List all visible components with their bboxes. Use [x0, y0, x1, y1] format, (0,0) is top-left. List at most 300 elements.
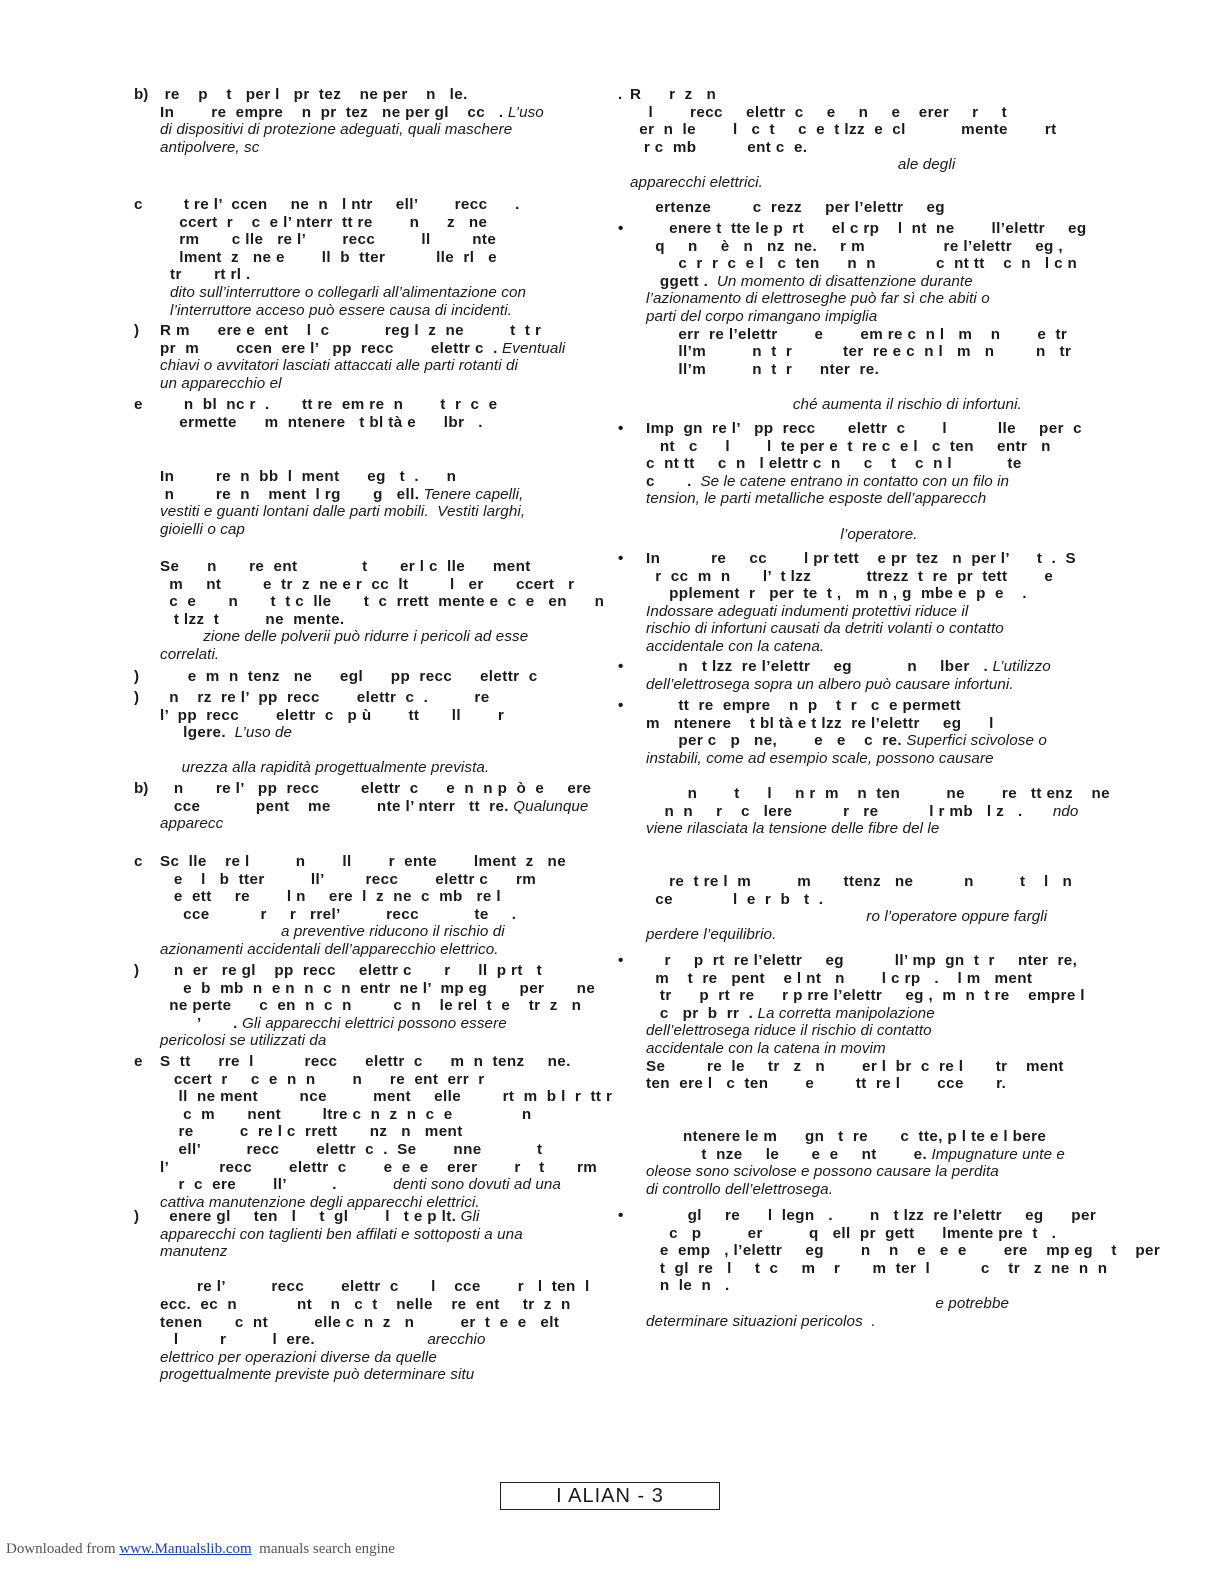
text-block: [134, 853, 590, 959]
text-body: [160, 468, 590, 538]
bold-text: m nt e tr z ne e r cc lt l er ccert r: [160, 575, 575, 593]
text-body: [160, 558, 605, 664]
bold-text: per c p ne, e e c re.: [646, 732, 903, 750]
text-line: [160, 871, 590, 889]
italic-text: apparecc: [160, 815, 224, 833]
text-line: [160, 486, 590, 504]
text-line: [160, 780, 590, 798]
text-line: [160, 1032, 590, 1050]
bold-text: m ntenere t bl tà e t lzz re l’elettr eg l: [646, 714, 994, 732]
text-line: [170, 249, 590, 267]
text-line: [646, 343, 1080, 361]
text-line: [160, 121, 590, 139]
text-line: [646, 1295, 1080, 1313]
text-block: [134, 780, 590, 833]
text-line: [160, 628, 590, 646]
bold-text: m t re pent e l nt n l c rp . l m ment: [646, 969, 1033, 987]
italic-text: oleose sono scivolose e possono causare la perdita: [646, 1163, 999, 1181]
text-line: [646, 658, 1080, 676]
text-body: [160, 1053, 613, 1211]
text-line: [160, 742, 590, 760]
bold-text: n le n .: [646, 1277, 730, 1295]
text-line: [646, 1110, 1080, 1128]
bold-text: ccert r c e l’ nterr tt re n z ne: [170, 213, 488, 231]
italic-text: dito sull’interruttore o collegarli all’alimentazione con: [170, 283, 527, 301]
italic-text: dell’elettrosega riduce il rischio di contatto: [646, 1022, 932, 1040]
italic-text: Qualunque: [508, 797, 589, 815]
text-body: [160, 689, 590, 777]
text-line: [646, 420, 1080, 438]
bold-text: r cc m n l’ t lzz ttrezz t re pr tett e: [646, 567, 1054, 585]
list-marker: ): [134, 322, 140, 339]
italic-text: e potrebbe: [646, 1294, 1010, 1312]
text-block: [618, 420, 1080, 543]
text-line: [160, 1366, 590, 1384]
text-line: [160, 558, 590, 576]
text-line: [160, 759, 590, 777]
italic-text: di controllo dell’elettrosega.: [646, 1180, 834, 1198]
text-line: [630, 174, 1080, 192]
italic-text: l’interruttore acceso può essere causa di incidenti.: [170, 301, 513, 319]
bold-text: tt re empre n p t r c e permett: [646, 697, 961, 714]
text-line: [646, 620, 1080, 638]
list-marker: •: [618, 550, 624, 567]
text-line: [646, 526, 1080, 544]
text-line: [160, 1349, 590, 1367]
text-line: [160, 1015, 590, 1033]
text-line: [630, 104, 1080, 122]
text-block: [134, 396, 590, 431]
text-line: [646, 1005, 1080, 1023]
bold-text: n re n ment l rg g ell.: [160, 485, 420, 503]
text-line: [160, 1158, 598, 1177]
bold-text: n re l’ pp recc elettr c e n n p ò e ere: [160, 780, 592, 797]
text-line: [646, 361, 1080, 379]
text-line: [170, 414, 590, 432]
bold-text: l’ pp recc elettr c p ù tt ll r: [160, 706, 505, 724]
bold-text: ’ .: [160, 1014, 238, 1032]
text-line: [646, 438, 1080, 456]
bold-text: lment z ne e ll b tter lle rl e: [170, 248, 498, 266]
text-body: [160, 1208, 590, 1384]
italic-text: viene rilasciata la tensione delle fibre del le: [646, 820, 940, 838]
bold-text: tr p rt re r p rre l’elettr eg , m n t re empre l: [646, 987, 1085, 1005]
text-line: [160, 503, 590, 521]
text-line: [160, 979, 596, 998]
bold-text: l’ recc elettr c e e e erer r t rm: [160, 1158, 598, 1176]
italic-text: arecchio: [315, 1331, 486, 1349]
text-line: [646, 1242, 1161, 1260]
bold-text: l r l ere.: [160, 1331, 316, 1349]
text-line: [160, 468, 590, 486]
bold-text: ten ere l c ten e tt re l cce r.: [646, 1075, 1007, 1093]
italic-text: ale degli: [630, 156, 956, 174]
bold-text: n bl nc r . tt re em re n t r c e: [170, 396, 498, 413]
text-line: [160, 1088, 613, 1106]
text-line: [630, 121, 1080, 139]
text-line: [646, 1207, 1097, 1225]
bold-text: c .: [646, 472, 692, 490]
bold-text: S tt rre l recc elettr c m n tenz ne.: [160, 1053, 571, 1070]
text-line: [160, 322, 590, 340]
text-line: [646, 1040, 1080, 1058]
text-body: [160, 962, 596, 1050]
italic-text: Gli apparecchi elettrici possono essere: [237, 1014, 507, 1032]
text-line: [646, 1093, 1080, 1111]
bold-text: ce l e r b t .: [646, 890, 824, 908]
italic-text: l’operatore.: [646, 525, 918, 543]
bold-text: n t l n r m n ten ne re tt enz ne: [646, 784, 1110, 802]
text-line: [646, 603, 1080, 621]
bold-text: ll ne ment nce ment elle rt m b l r tt r: [160, 1088, 613, 1106]
bold-text: cce pent me nte l’ nterr tt re.: [160, 797, 509, 815]
text-body: [646, 697, 1110, 943]
text-block: [618, 199, 1080, 217]
page-number-box: [500, 1482, 720, 1510]
italic-text: apparecchi elettrici.: [630, 173, 763, 191]
bold-text: t nze le e e nt e.: [646, 1145, 928, 1163]
italic-text: correlati.: [160, 645, 220, 663]
bold-text: t lzz t ne mente.: [160, 610, 345, 628]
list-marker: ): [134, 962, 140, 979]
text-line: [646, 326, 1080, 344]
text-line: [646, 568, 1080, 586]
list-marker: •: [618, 420, 624, 437]
text-line: [646, 820, 1080, 838]
list-marker: c: [134, 196, 143, 213]
list-marker: .: [618, 86, 623, 103]
bold-text: ntenere le m gn t re c tte, p l te e l bere: [646, 1127, 1047, 1145]
text-line: [160, 1243, 590, 1261]
bold-text: In re n bb l ment eg t . n: [160, 468, 457, 485]
italic-text: accidentale con la catena.: [646, 637, 825, 655]
text-block: [134, 689, 590, 777]
text-line: [646, 508, 1080, 526]
bold-text: r p rt re l’elettr eg ll’ mp gn t r nter re,: [646, 952, 1078, 969]
italic-text: elettrico per operazioni diverse da quelle: [160, 1348, 437, 1366]
text-body: [630, 86, 1080, 192]
text-line: [646, 767, 1080, 785]
bold-text: t gl re l t c m r m ter l c tr z ne n n: [646, 1259, 1108, 1277]
bold-text: re c re l c rrett nz n ment: [160, 1123, 463, 1141]
italic-text: L’uso de: [226, 724, 293, 742]
text-line: [646, 908, 1080, 926]
text-line: [160, 340, 590, 358]
text-line: [646, 396, 1080, 414]
italic-text: rischio di infortuni causati da detriti volanti o contatto: [646, 620, 1004, 638]
text-line: [646, 638, 1080, 656]
bold-text: e l b tter ll’ recc elettr c rm: [160, 870, 537, 888]
text-line: [160, 1278, 590, 1296]
bold-text: ccert r c e n n n re ent err r: [160, 1070, 485, 1088]
bold-text: re t re l m m ttenz ne n t l n: [646, 872, 1073, 890]
text-line: [630, 156, 1080, 174]
text-line: [160, 1141, 590, 1159]
text-line: [646, 838, 1080, 856]
bold-text: gl re l legn . n t lzz re l’elettr eg per: [646, 1207, 1097, 1224]
italic-text: di dispositivi di protezione adeguati, quali maschere: [160, 121, 513, 139]
text-line: [646, 1058, 1080, 1076]
text-line: [160, 1331, 590, 1349]
text-line: [646, 855, 1080, 873]
bold-text: re p t per l pr tez ne per n le.: [160, 86, 468, 103]
bold-text: rm c lle re l’ recc ll nte: [170, 231, 497, 249]
text-line: [646, 952, 1080, 970]
bold-text: ll’m n t r ter re e c n l m n n tr: [646, 343, 1072, 361]
text-line: [160, 611, 590, 629]
text-line: [160, 1226, 590, 1244]
italic-text: Eventuali: [497, 339, 566, 357]
bold-text: t re l’ ccen ne n l ntr ell’ recc .: [170, 196, 520, 213]
text-line: [170, 196, 590, 214]
italic-text: L’utilizzo: [988, 658, 1051, 675]
text-body: [646, 420, 1080, 543]
list-marker: c: [134, 853, 143, 870]
text-line: [160, 798, 590, 816]
italic-text: parti del corpo rimangano impiglia: [646, 307, 878, 325]
text-line: [160, 853, 590, 871]
text-line: [646, 273, 1080, 291]
list-marker: •: [618, 1207, 624, 1224]
text-line: [160, 576, 590, 594]
text-line: [160, 707, 590, 725]
text-block: [618, 220, 1087, 414]
text-line: [646, 550, 1080, 568]
list-marker: e: [134, 396, 143, 413]
text-line: [646, 238, 1080, 256]
download-notice: [6, 1541, 395, 1558]
text-line: [646, 1259, 1108, 1278]
bold-text: In re cc l pr tett e pr tez n per l’ t . S: [646, 550, 1076, 567]
bold-text: re l’ recc elettr c l cce r l ten l: [160, 1278, 590, 1296]
text-body: [160, 853, 590, 959]
italic-text: Tenere capelli,: [419, 485, 524, 503]
bold-text: tr rt rl .: [170, 266, 251, 284]
text-block: [618, 658, 1080, 693]
text-line: [646, 473, 1080, 491]
bold-text: n t lzz re l’elettr eg n lber .: [646, 658, 989, 675]
text-line: [646, 732, 1080, 750]
bold-text: ne perte c en n c n c n le rel t e tr z n: [160, 997, 582, 1015]
list-marker: ): [134, 1208, 140, 1225]
italic-text: Superfici scivolose o: [902, 732, 1047, 750]
italic-text: un apparecchio el: [160, 374, 282, 392]
bold-text: n er re gl pp recc elettr c r ll p rt t: [160, 962, 543, 979]
text-block: [134, 1053, 613, 1211]
manualslib-link[interactable]: www.Manualslib.com: [119, 1541, 252, 1557]
bold-text: r c ere ll’ .: [160, 1176, 337, 1194]
italic-text: manutenz: [160, 1243, 228, 1261]
text-block: [618, 1207, 1161, 1330]
text-line: [646, 715, 1080, 733]
text-line: [160, 941, 590, 959]
bold-text: c p er q ell pr gett lmente pre t .: [646, 1224, 1057, 1242]
text-block: [618, 697, 1110, 943]
italic-text: instabili, come ad esempio scale, possono causare: [646, 749, 994, 767]
bold-text: ermette m ntenere t bl tà e lbr .: [170, 413, 483, 431]
text-block: [134, 558, 605, 664]
text-line: [160, 1296, 590, 1314]
bold-text: c pr b rr .: [646, 1004, 754, 1022]
italic-text: l’azionamento di elettroseghe può far sì che abiti o: [646, 290, 990, 308]
text-body: [646, 1207, 1161, 1330]
text-body: [646, 220, 1087, 414]
bold-text: In re empre n pr tez ne per gl cc .: [160, 103, 504, 121]
text-line: [160, 668, 590, 686]
text-body: [160, 322, 590, 392]
text-block: [134, 86, 590, 156]
bold-text: lgere.: [160, 724, 227, 742]
text-line: [160, 888, 590, 906]
text-line: [160, 1123, 590, 1141]
text-line: [160, 997, 590, 1015]
text-line: [160, 1053, 590, 1071]
text-line: [160, 357, 590, 375]
bold-text: err re l’elettr e em re c n l m n e tr: [646, 325, 1068, 343]
bold-text: c r r c e l c ten n n c nt tt c n l c n: [646, 255, 1078, 273]
italic-text: L’uso: [503, 103, 544, 121]
italic-text: ché aumenta il rischio di infortuni.: [646, 395, 1022, 413]
italic-text: azionamenti accidentali dell’apparecchio elettrico.: [160, 940, 499, 958]
text-body: [170, 196, 590, 319]
text-line: [646, 873, 1080, 891]
text-line: [160, 375, 590, 393]
italic-text: vestiti e guanti lontani dalle parti mobili. Vestiti larghi,: [160, 503, 526, 521]
text-body: [170, 396, 590, 431]
list-marker: b): [134, 780, 149, 797]
italic-text: tension, le parti metalliche esposte dell’apparecch: [646, 490, 987, 508]
italic-text: accidentale con la catena in movim: [646, 1039, 886, 1057]
italic-text: pericolosi se utilizzati da: [160, 1032, 327, 1050]
bold-text: Se n re ent t er l c lle ment: [160, 558, 531, 575]
text-line: [160, 1261, 590, 1279]
text-block: [134, 196, 590, 319]
bold-text: enere t tte le p rt el c rp l nt ne ll’elettr eg: [646, 220, 1087, 237]
bold-text: enere gl ten l t gl l t e p lt.: [160, 1208, 457, 1225]
bold-text: Se re le tr z n er l br c re l tr ment: [646, 1057, 1064, 1075]
text-line: [160, 104, 590, 122]
bold-text: q n è n nz ne. r m re l’elettr eg ,: [646, 237, 1063, 255]
bold-text: n n r c lere r re l r mb l z .: [646, 802, 1023, 820]
italic-text: Un momento di disattenzione durante: [708, 272, 973, 290]
italic-text: La corretta manipolazione: [753, 1004, 935, 1022]
text-body: [160, 86, 590, 156]
bold-text: e ett re l n ere l z ne c mb re l: [160, 888, 501, 906]
text-line: [630, 86, 1080, 104]
bold-text: pr m ccen ere l’ pp recc elettr c .: [160, 339, 498, 357]
text-body: [646, 199, 1080, 217]
text-line: [646, 1163, 1080, 1181]
text-line: [160, 962, 590, 980]
text-line: [170, 396, 590, 414]
text-line: [160, 1071, 590, 1089]
bold-text: c e n t t c lle t c rrett mente e c e en n: [160, 593, 605, 611]
text-line: [646, 290, 1080, 308]
text-line: [160, 1208, 590, 1226]
text-line: [170, 284, 590, 302]
italic-text: urezza alla rapidità progettualmente prevista.: [160, 759, 490, 777]
text-line: [160, 139, 590, 157]
text-line: [170, 266, 590, 284]
text-line: [646, 455, 1080, 473]
text-line: [646, 1075, 1080, 1093]
italic-text: perdere l’equilibrio.: [646, 925, 777, 943]
bold-text: ertenze c rezz per l’elettr eg: [646, 199, 945, 216]
text-line: [646, 308, 1080, 326]
text-line: [646, 926, 1080, 944]
bold-text: r c mb ent c e.: [630, 138, 808, 156]
bold-text: Imp gn re l’ pp recc elettr c l lle per c: [646, 420, 1082, 437]
italic-text: apparecchi con taglienti ben affilati e sottoposti a una: [160, 1225, 523, 1243]
page-label: I ALIAN - 3: [556, 1485, 664, 1507]
italic-text: ndo: [1022, 802, 1079, 820]
italic-text: Se le catene entrano in contatto con un filo in: [691, 472, 1010, 490]
bold-text: ggett .: [646, 272, 709, 290]
text-block: [618, 550, 1080, 656]
text-line: [646, 255, 1080, 273]
text-line: [646, 490, 1080, 508]
text-line: [646, 750, 1080, 768]
text-line: [646, 784, 1110, 803]
text-line: [646, 676, 1080, 694]
italic-text: dell’elettrosega sopra un albero può causare infortuni.: [646, 675, 1014, 693]
italic-text: progettualmente previste può determinare situ: [160, 1366, 475, 1384]
text-line: [170, 214, 590, 232]
italic-text: gioielli o cap: [160, 520, 245, 538]
text-line: [160, 1176, 590, 1194]
italic-text: denti sono dovuti ad una: [336, 1176, 561, 1194]
download-prefix: Downloaded from: [6, 1541, 120, 1557]
list-marker: e: [134, 1053, 143, 1070]
bold-text: cce r r rrel’ recc te .: [160, 905, 517, 923]
list-marker: •: [618, 952, 624, 969]
text-line: [646, 1181, 1080, 1199]
text-body: [646, 952, 1085, 1198]
text-body: [646, 550, 1080, 656]
italic-text: ro l’operatore oppure fargli: [646, 908, 1048, 926]
text-line: [646, 220, 1087, 238]
bold-text: ell’ recc elettr c . Se nne t: [160, 1140, 543, 1158]
bold-text: R m ere e ent l c reg l z ne t t r: [160, 322, 542, 339]
text-block: [134, 962, 596, 1050]
list-marker: •: [618, 697, 624, 714]
text-block: [618, 952, 1085, 1198]
italic-text: a preventive riducono il rischio di: [160, 923, 505, 941]
text-line: [160, 689, 590, 707]
text-line: [160, 646, 590, 664]
text-line: [160, 593, 605, 611]
text-line: [646, 891, 1080, 909]
text-line: [646, 1313, 1080, 1331]
text-line: [630, 139, 1080, 157]
italic-text: Gli: [456, 1208, 480, 1225]
text-line: [646, 1225, 1080, 1243]
text-line: [160, 521, 590, 539]
text-line: [160, 86, 590, 104]
text-block: [134, 322, 590, 392]
bold-text: Sc lle re l n ll r ente lment z ne: [160, 853, 567, 870]
text-block: [134, 668, 590, 686]
bold-text: er n le l c t c e t lzz e cl mente rt: [630, 121, 1057, 139]
text-line: [160, 906, 590, 924]
italic-text: determinare situazioni pericolos .: [646, 1312, 876, 1330]
text-line: [646, 378, 1080, 396]
download-suffix: manuals search engine: [251, 1541, 395, 1557]
italic-text: Indossare adeguati indumenti protettivi riduce il: [646, 602, 969, 620]
list-marker: •: [618, 220, 624, 237]
text-block: [134, 1208, 590, 1384]
text-line: [646, 199, 1080, 217]
